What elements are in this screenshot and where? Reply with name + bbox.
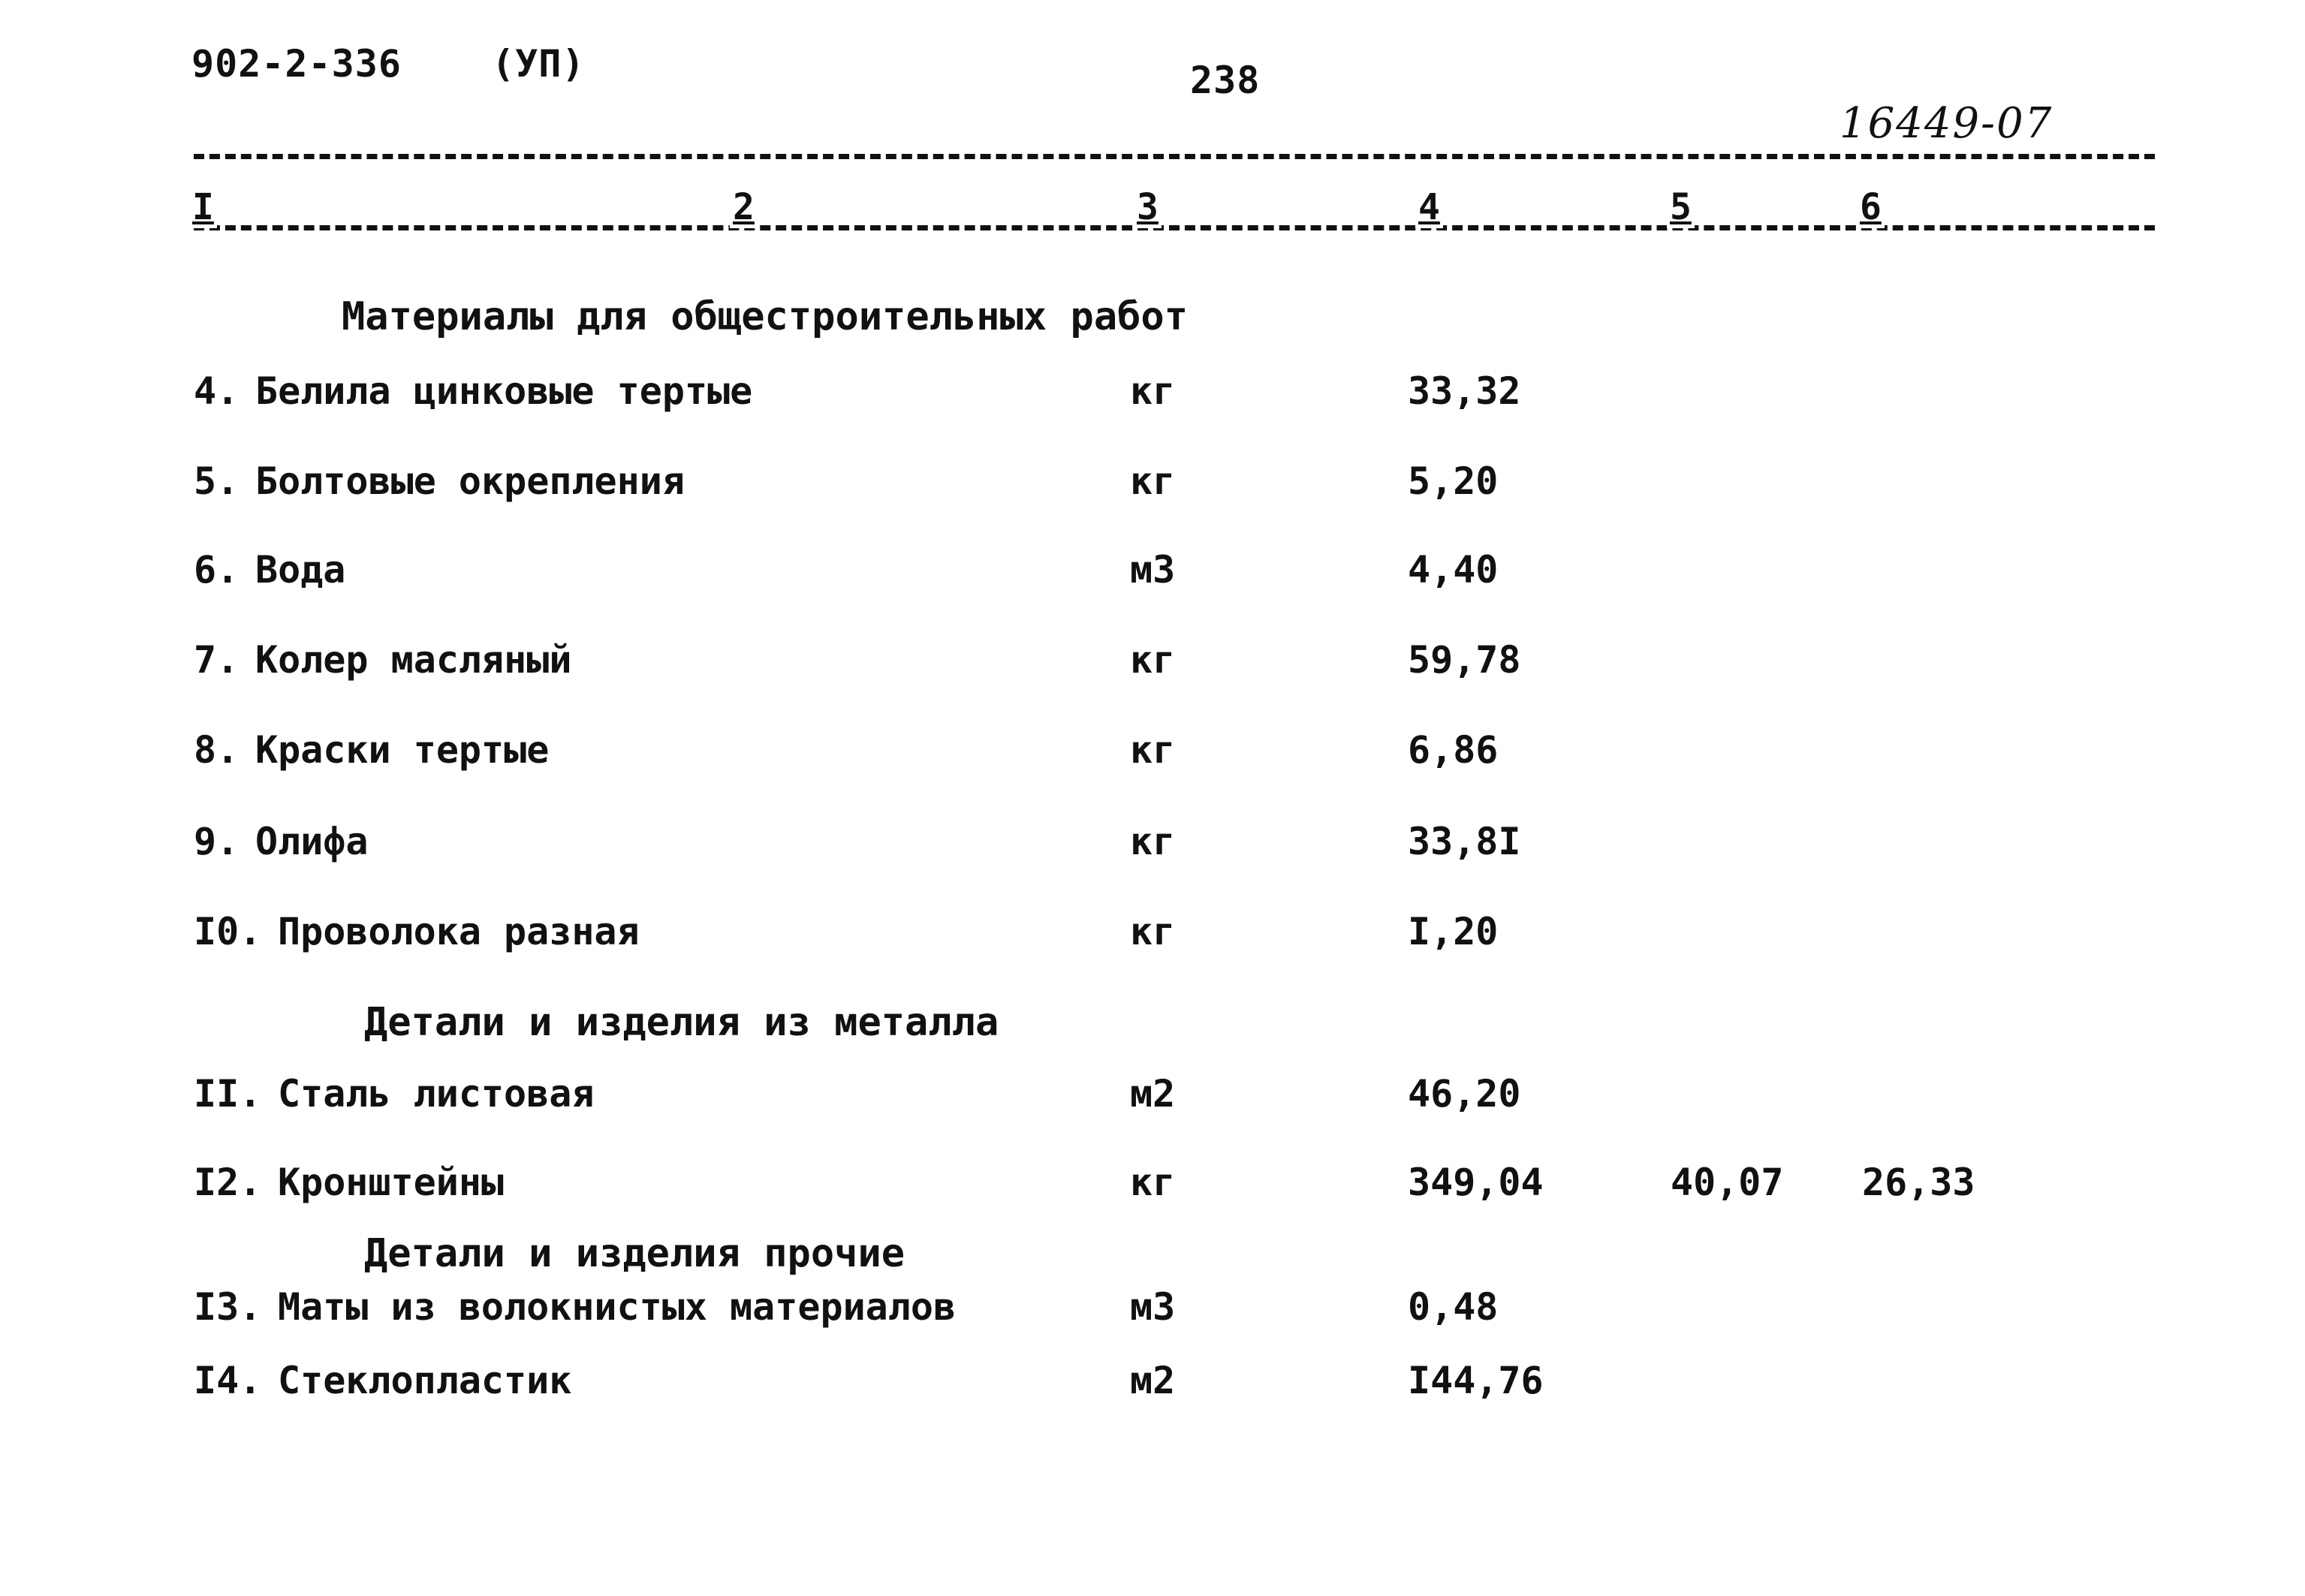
row-name: Проволока разная (278, 910, 640, 953)
row-quantity: I44,76 (1408, 1359, 1544, 1402)
row-name: Сталь листовая (278, 1072, 595, 1116)
project-code: 902-2-336 (191, 42, 402, 86)
row-number: I2. (194, 1161, 262, 1204)
row-unit: кг (1130, 1161, 1176, 1204)
row-unit: кг (1130, 369, 1176, 413)
column-number-5: 5 (1667, 186, 1695, 228)
section-title: Детали и изделия из металла (364, 1000, 999, 1045)
column-number-1: I (189, 186, 217, 228)
row-quantity: 6,86 (1408, 728, 1499, 772)
row-number: II. (194, 1072, 262, 1116)
column-number-3: 3 (1134, 186, 1162, 228)
row-quantity: 33,32 (1408, 369, 1521, 413)
row-name: Олифа (255, 820, 369, 863)
row-unit: м3 (1130, 548, 1176, 592)
row-number: 8. (194, 728, 240, 772)
row-number: 5. (194, 459, 240, 503)
row-number: I3. (194, 1285, 262, 1329)
row-name: Кронштейны (278, 1161, 505, 1204)
row-unit: м3 (1130, 1285, 1176, 1329)
handwritten-doc-number: 16449-07 (1839, 99, 2053, 148)
row-name: Белила цинковые тертые (255, 369, 753, 413)
row-unit: м2 (1130, 1072, 1176, 1116)
row-unit: кг (1130, 459, 1176, 503)
column-number-2: 2 (730, 186, 758, 228)
row-number: 9. (194, 820, 240, 863)
row-number: 6. (194, 548, 240, 592)
section-title: Детали и изделия прочие (364, 1231, 905, 1276)
row-name: Колер масляный (255, 638, 572, 682)
row-quantity: 4,40 (1408, 548, 1499, 592)
row-col6-value: 26,33 (1862, 1161, 1975, 1204)
row-name: Болтовые окрепления (255, 459, 685, 503)
row-unit: кг (1130, 728, 1176, 772)
row-quantity: 349,04 (1408, 1161, 1544, 1204)
row-quantity: I,20 (1408, 910, 1499, 953)
row-name: Стеклопластик (278, 1359, 572, 1402)
row-quantity: 5,20 (1408, 459, 1499, 503)
row-unit: м2 (1130, 1359, 1176, 1402)
section-title: Материалы для общестроительных работ (342, 294, 1189, 339)
top-dashed-rule (194, 154, 2155, 159)
row-unit: кг (1130, 820, 1176, 863)
column-number-4: 4 (1415, 186, 1443, 228)
row-number: I0. (194, 910, 262, 953)
row-name: Маты из волокнистых материалов (278, 1285, 957, 1329)
row-unit: кг (1130, 638, 1176, 682)
row-col5-value: 40,07 (1671, 1161, 1784, 1204)
volume-label: (УП) (492, 42, 586, 86)
row-name: Вода (255, 548, 346, 592)
row-number: I4. (194, 1359, 262, 1402)
row-quantity: 46,20 (1408, 1072, 1521, 1116)
row-number: 4. (194, 369, 240, 413)
column-number-6: 6 (1857, 186, 1885, 228)
row-quantity: 33,8I (1408, 820, 1521, 863)
row-quantity: 0,48 (1408, 1285, 1499, 1329)
row-name: Краски тертые (255, 728, 550, 772)
page-number: 238 (1190, 59, 1261, 102)
row-unit: кг (1130, 910, 1176, 953)
row-number: 7. (194, 638, 240, 682)
row-quantity: 59,78 (1408, 638, 1521, 682)
